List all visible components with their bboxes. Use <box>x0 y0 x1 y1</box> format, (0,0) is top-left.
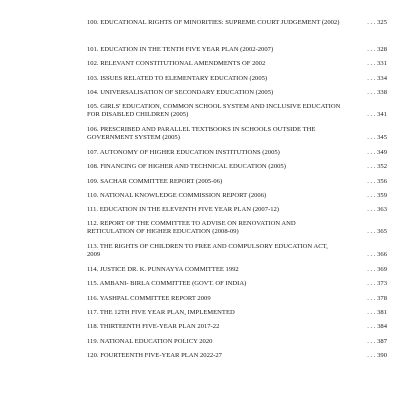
toc-entry <box>87 178 387 186</box>
toc-entry-page: . . . 334 <box>367 75 387 82</box>
toc-entry <box>87 192 387 200</box>
toc-entry-title: 105. GIRLS' EDUCATION, COMMON SCHOOL SYSTEM AND INCLUSIVE EDUCATION FOR DISABLED CHILDREN (2005) <box>87 103 341 119</box>
toc-entry <box>87 60 387 68</box>
toc-entry-title: 112. REPORT OF THE COMMITTEE TO ADVISE ON RENOVATION AND RETICULATION OF HIGHER EDUCATION (2008-09) <box>87 220 296 236</box>
toc-entry <box>87 46 387 54</box>
toc-entry-title: 106. PRESCRIBED AND PARALLEL TEXTBOOKS IN SCHOOLS OUTSIDE THE GOVERNMENT SYSTEM (2005) <box>87 126 316 142</box>
toc-entry-title: 104. UNIVERSALISATION OF SECONDARY EDUCATION (2005) <box>87 89 274 96</box>
toc-entry <box>87 352 387 360</box>
toc-entry-page: . . . 341 <box>367 111 387 119</box>
toc-entry-page: . . . 345 <box>367 134 387 142</box>
toc-entry-title: 109. SACHAR COMMITTEE REPORT (2005-06) <box>87 178 223 185</box>
toc-entry-title: 118. THIRTEENTH FIVE-YEAR PLAN 2017-22 <box>87 323 220 330</box>
toc-entry-title: 100. EDUCATIONAL RIGHTS OF MINORITIES: SUPREME COURT JUDGEMENT (2002) <box>87 19 340 26</box>
toc-entry-title: 114. JUSTICE DR. K. PUNNAYYA COMMITTEE 1992 <box>87 266 239 273</box>
toc-entry <box>87 220 387 237</box>
toc-entry-page: . . . 366 <box>367 251 387 259</box>
toc-entry <box>87 280 387 288</box>
toc-entry-page: . . . 359 <box>367 192 387 199</box>
toc-entry-page: . . . 390 <box>367 352 387 359</box>
toc-entry-title: 110. NATIONAL KNOWLEDGE COMMISSION REPORT (2006) <box>87 192 267 199</box>
toc-entry-page: . . . 328 <box>367 46 387 53</box>
toc-entry-page: . . . 369 <box>367 266 387 273</box>
toc-entry <box>87 309 387 317</box>
toc-entry-page: . . . 365 <box>367 228 387 236</box>
toc-entry-title: 113. THE RIGHTS OF CHILDREN TO FREE AND COMPULSORY EDUCATION ACT, 2009 <box>87 243 328 259</box>
toc-entry-page: . . . 356 <box>367 178 387 185</box>
toc-entry-page: . . . 387 <box>367 338 387 345</box>
toc-entry <box>87 19 387 27</box>
toc-entry-page: . . . 325 <box>367 19 387 26</box>
toc-entry-title: 102. RELEVANT CONSTITUTIONAL AMENDMENTS OF 2002 <box>87 60 266 67</box>
toc-entry <box>87 243 387 260</box>
toc-entry <box>87 163 387 171</box>
toc-entry <box>87 103 387 120</box>
toc-entry-page: . . . 352 <box>367 163 387 170</box>
toc-entry <box>87 323 387 331</box>
toc-entry-title: 108. FINANCING OF HIGHER AND TECHNICAL EDUCATION (2005) <box>87 163 286 170</box>
toc-entry <box>87 126 387 143</box>
toc-entry <box>87 75 387 83</box>
toc-entry-page: . . . 331 <box>367 60 387 67</box>
toc-entry-title: 119. NATIONAL EDUCATION POLICY 2020 <box>87 338 213 345</box>
toc-entry-page: . . . 373 <box>367 280 387 287</box>
toc-entry-title: 120. FOURTEENTH FIVE-YEAR PLAN 2022-27 <box>87 352 222 359</box>
toc-entry <box>87 338 387 346</box>
toc-entry <box>87 149 387 157</box>
toc-entry-page: . . . 381 <box>367 309 387 316</box>
toc-entry-title: 117. THE 12TH FIVE YEAR PLAN, IMPLEMENTED <box>87 309 235 316</box>
toc-entry-title: 101. EDUCATION IN THE TENTH FIVE YEAR PLAN (2002-2007) <box>87 46 274 53</box>
toc-entry <box>87 89 387 97</box>
toc-entry-page: . . . 384 <box>367 323 387 330</box>
toc-entry-title: 116. YASHPAL COMMITTEE REPORT 2009 <box>87 295 211 302</box>
toc-entry-title: 115. AMBANI- BIRLA COMMITTEE (GOVT. OF INDIA) <box>87 280 247 287</box>
toc-entry-title: 103. ISSUES RELATED TO ELEMENTARY EDUCATION (2005) <box>87 75 268 82</box>
toc-entry <box>87 295 387 303</box>
toc-entry <box>87 206 387 214</box>
toc-entry-page: . . . 378 <box>367 295 387 302</box>
toc-entry <box>87 266 387 274</box>
toc-entry-page: . . . 349 <box>367 149 387 156</box>
toc-entry-title: 111. EDUCATION IN THE ELEVENTH FIVE YEAR PLAN (2007-12) <box>87 206 279 213</box>
toc-entry-title: 107. AUTONOMY OF HIGHER EDUCATION INSTITUTIONS (2005) <box>87 149 280 156</box>
toc-entry-page: . . . 363 <box>367 206 387 213</box>
toc-entry-page: . . . 338 <box>367 89 387 96</box>
